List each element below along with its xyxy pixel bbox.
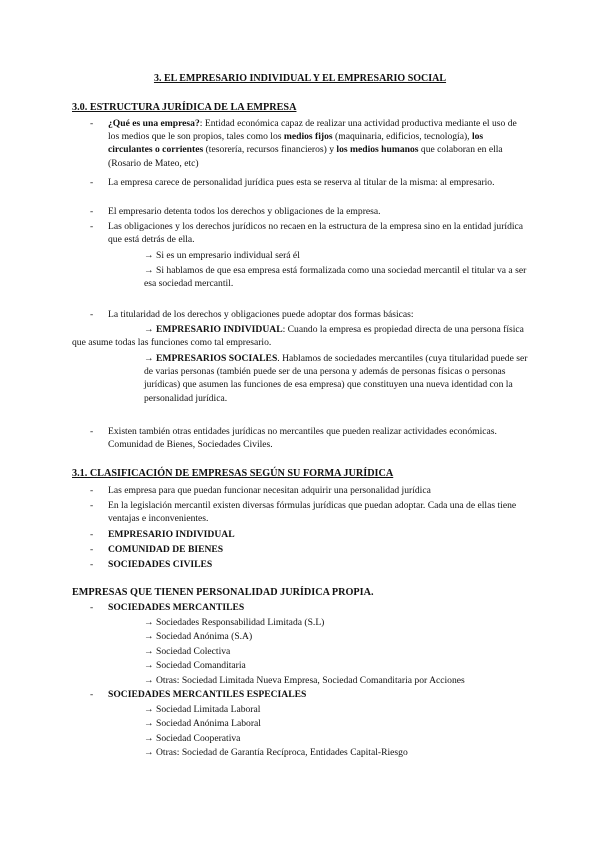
paragraph-personalidad: La empresa carece de personalidad jurídica pues esta se reserva al titular de la misma: al empresario. xyxy=(108,177,495,188)
document-title: 3. EL EMPRESARIO INDIVIDUAL Y EL EMPRESARIO SOCIAL xyxy=(153,73,447,84)
paragraph-obligaciones: Las obligaciones y los derechos jurídicos no recaen en la estructura de la empresa sino en la entidad jurídica que está detrás de ella. xyxy=(108,221,524,246)
bold-term: → EMPRESARIO INDIVIDUAL xyxy=(144,324,283,335)
bullet-dash: - xyxy=(90,602,94,613)
paragraph-empresarios-sociales: → EMPRESARIOS SOCIALES. Hablamos de sociedades mercantiles (cuya titularidad puede ser de varias personas (también puede ser de una persona y además de personas físicas o personas jurídicas) que asumen las funciones de esa empresa) que constituyen una nueva identidad con la personalidad jurídica. xyxy=(144,353,528,404)
bold-term: ¿Qué es una empresa? xyxy=(108,118,200,129)
bullet-dash: - xyxy=(90,309,94,320)
bullet-dash: - xyxy=(90,426,94,437)
list-item-sociedades-civiles: SOCIEDADES CIVILES xyxy=(108,559,213,570)
paragraph-otras-entidades: Existen también otras entidades jurídicas no mercantiles que pueden realizar actividades económicas. Comunidad de Bienes, Sociedades Civiles. xyxy=(108,426,497,451)
list-item: → Sociedad Anónima Laboral xyxy=(144,718,261,729)
section-heading-clasificacion: 3.1. CLASIFICACIÓN DE EMPRESAS SEGÚN SU FORMA JURÍDICA xyxy=(72,468,394,479)
list-item-empresario-individual: EMPRESARIO INDIVIDUAL xyxy=(108,529,235,540)
paragraph-personalidad-juridica: Las empresa para que puedan funcionar necesitan adquirir una personalidad jurídica xyxy=(108,485,431,496)
list-item: → Sociedades Responsabilidad Limitada (S.L) xyxy=(144,617,325,628)
group-title-mercantiles: SOCIEDADES MERCANTILES xyxy=(108,602,245,613)
group-title-mercantiles-especiales: SOCIEDADES MERCANTILES ESPECIALES xyxy=(108,689,307,700)
section-heading-personalidad-propia: EMPRESAS QUE TIENEN PERSONALIDAD JURÍDICA PROPIA. xyxy=(72,587,374,598)
list-item: → Otras: Sociedad Limitada Nueva Empresa, Sociedad Comanditaria por Acciones xyxy=(144,675,465,686)
arrow-item-individual: → Si es un empresario individual será él xyxy=(144,250,300,261)
list-item: → Sociedad Comanditaria xyxy=(144,660,246,671)
bullet-dash: - xyxy=(90,500,94,511)
bullet-dash: - xyxy=(90,689,94,700)
bullet-dash: - xyxy=(90,544,94,555)
bold-term: los medios humanos xyxy=(336,144,419,156)
section-heading-estructura: 3.0. ESTRUCTURA JURÍDICA DE LA EMPRESA xyxy=(72,102,297,113)
list-item: → Sociedad Cooperativa xyxy=(144,733,241,744)
bullet-dash: - xyxy=(90,221,94,232)
paragraph-derechos: El empresario detenta todos los derechos y obligaciones de la empresa. xyxy=(108,206,381,217)
list-item-comunidad-bienes: COMUNIDAD DE BIENES xyxy=(108,544,224,555)
bullet-dash: - xyxy=(90,206,94,217)
bold-term: → EMPRESARIOS SOCIALES xyxy=(144,353,278,364)
list-item: → Sociedad Colectiva xyxy=(144,646,231,657)
paragraph-empresario-individual: → EMPRESARIO INDIVIDUAL: Cuando la empresa es propiedad directa de una persona física que asume todas las funciones como tal empresario. xyxy=(72,324,524,349)
bold-term: los circulantes o corrientes xyxy=(108,131,484,156)
paragraph-titularidad: La titularidad de los derechos y obligaciones puede adoptar dos formas básicas: xyxy=(108,309,414,320)
bullet-dash: - xyxy=(90,559,94,570)
paragraph-legislacion: En la legislación mercantil existen diversas fórmulas jurídicas que puedan adoptar. Cada una de ellas tiene ventajas e inconvenientes. xyxy=(108,500,517,525)
paragraph-que-es-empresa: ¿Qué es una empresa?: Entidad económica capaz de realizar una actividad productiva mediante el uso de los medios que le son propios, tales como los medios fijos (maquinaria, edificios, tecnología), los circulantes o corrientes (tesorería, recursos financieros) y los medios humanos que colaboran en ella (Rosario de Mateo, etc) xyxy=(108,118,517,169)
list-item: → Sociedad Anónima (S.A) xyxy=(144,631,253,642)
bullet-dash: - xyxy=(90,485,94,496)
list-item: → Sociedad Limitada Laboral xyxy=(144,704,261,715)
bullet-dash: - xyxy=(90,177,94,188)
bold-term: medios fijos xyxy=(283,131,333,143)
bullet-dash: - xyxy=(90,118,94,129)
list-item: → Otras: Sociedad de Garantía Recíproca, Entidades Capital-Riesgo xyxy=(144,747,408,758)
bullet-dash: - xyxy=(90,529,94,540)
arrow-item-mercantil: → Si hablamos de que esa empresa está formalizada como una sociedad mercantil el titular va a ser esa sociedad mercantil. xyxy=(144,265,527,290)
